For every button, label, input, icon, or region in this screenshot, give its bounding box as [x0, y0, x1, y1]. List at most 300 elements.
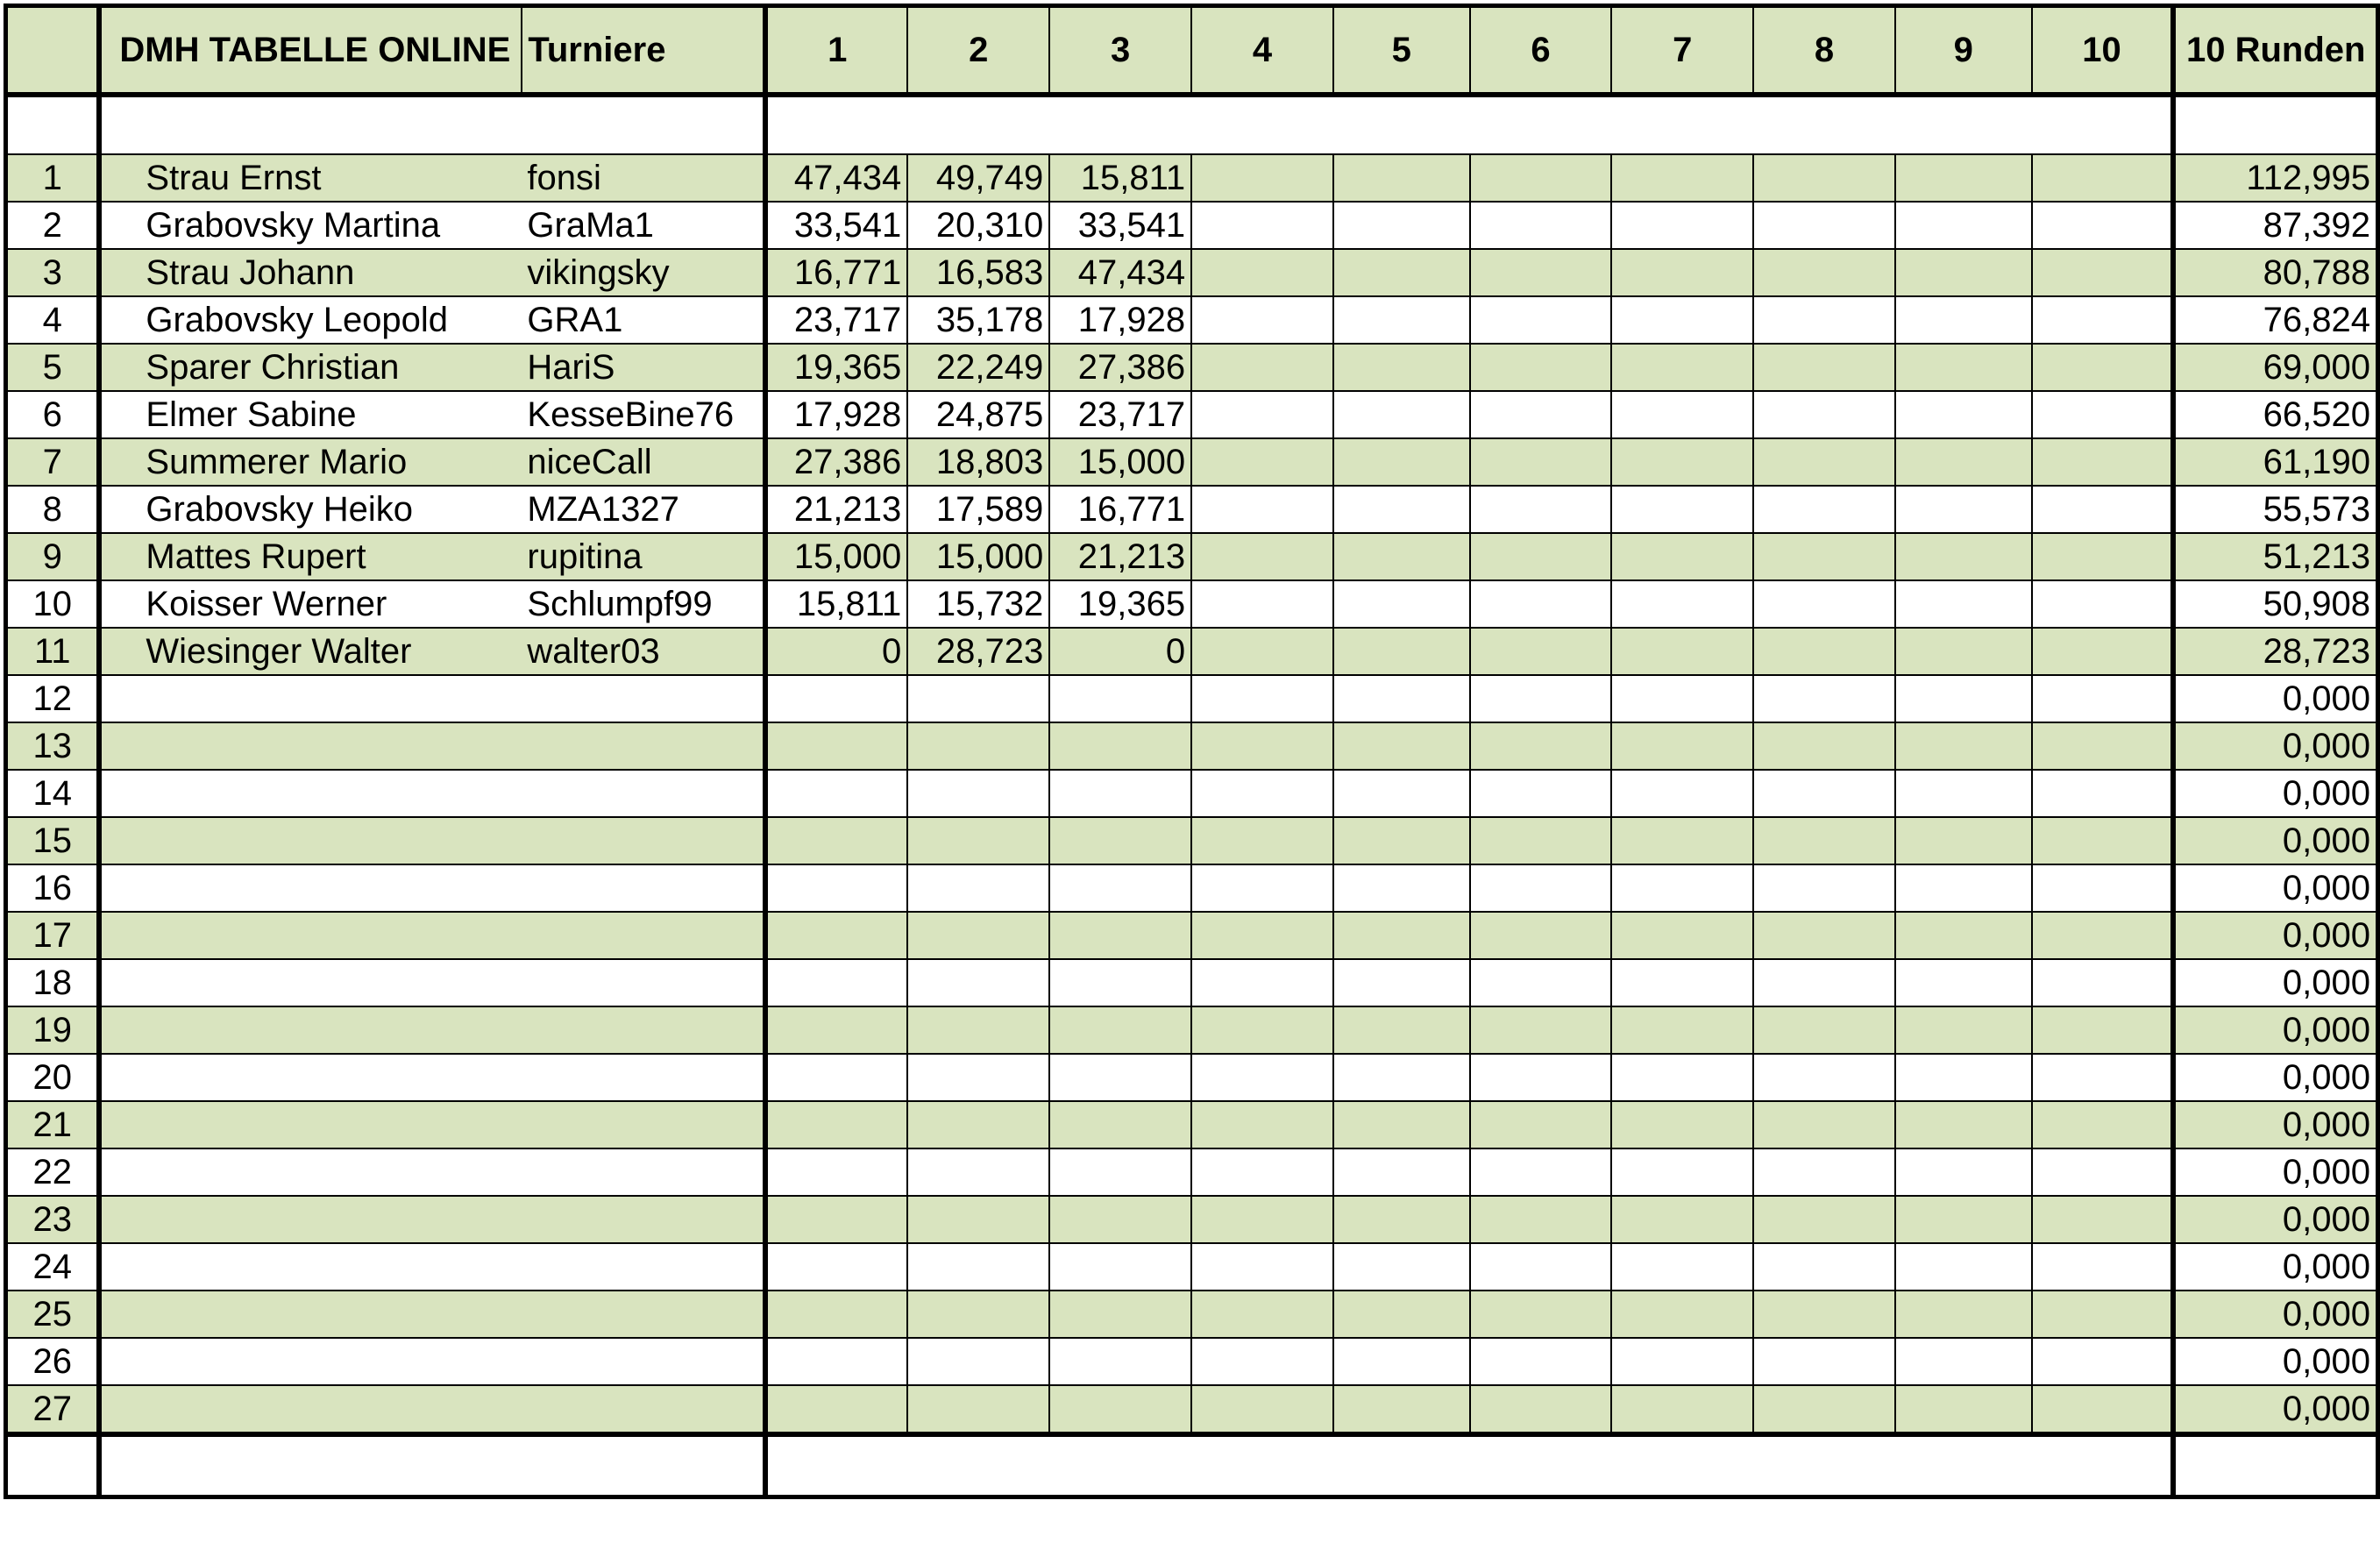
total-cell[interactable]: 0,000 — [2173, 1148, 2377, 1196]
round-1-cell[interactable]: 33,541 — [765, 202, 907, 249]
round-9-cell[interactable] — [1895, 580, 2032, 628]
round-3-cell[interactable] — [1049, 1006, 1191, 1054]
round-5-cell[interactable] — [1333, 1196, 1470, 1243]
round-1-cell[interactable] — [765, 817, 907, 864]
round-4-cell[interactable] — [1191, 391, 1333, 438]
round-7-cell[interactable] — [1611, 1385, 1753, 1434]
round-2-cell[interactable]: 24,875 — [907, 391, 1049, 438]
round-5-cell[interactable] — [1333, 344, 1470, 391]
round-1-cell[interactable] — [765, 770, 907, 817]
round-8-cell[interactable] — [1753, 959, 1895, 1006]
rank-cell[interactable]: 14 — [6, 770, 100, 817]
round-8-cell[interactable] — [1753, 296, 1895, 344]
total-cell[interactable]: 69,000 — [2173, 344, 2377, 391]
total-cell[interactable]: 55,573 — [2173, 486, 2377, 533]
round-10-cell[interactable] — [2032, 486, 2174, 533]
round-8-cell[interactable] — [1753, 344, 1895, 391]
round-8-cell[interactable] — [1753, 1006, 1895, 1054]
round-1-cell[interactable] — [765, 1148, 907, 1196]
player-name-cell[interactable] — [99, 722, 522, 770]
player-name-cell[interactable]: Strau Johann — [99, 249, 522, 296]
round-2-cell[interactable] — [907, 817, 1049, 864]
round-3-cell[interactable]: 15,000 — [1049, 438, 1191, 486]
player-nick-cell[interactable] — [522, 1054, 765, 1101]
round-2-cell[interactable] — [907, 1243, 1049, 1291]
round-1-cell[interactable] — [765, 864, 907, 912]
player-name-cell[interactable] — [99, 1148, 522, 1196]
round-3-cell[interactable]: 21,213 — [1049, 533, 1191, 580]
round-3-cell[interactable] — [1049, 1385, 1191, 1434]
round-5-cell[interactable] — [1333, 249, 1470, 296]
round-2-cell[interactable]: 16,583 — [907, 249, 1049, 296]
round-5-cell[interactable] — [1333, 770, 1470, 817]
round-10-cell[interactable] — [2032, 817, 2174, 864]
round-8-cell[interactable] — [1753, 202, 1895, 249]
round-7-cell[interactable] — [1611, 1243, 1753, 1291]
round-7-cell[interactable] — [1611, 1196, 1753, 1243]
total-cell[interactable]: 112,995 — [2173, 154, 2377, 202]
player-name-cell[interactable]: Summerer Mario — [99, 438, 522, 486]
player-nick-cell[interactable] — [522, 959, 765, 1006]
rank-cell[interactable]: 13 — [6, 722, 100, 770]
round-2-cell[interactable] — [907, 722, 1049, 770]
total-cell[interactable]: 0,000 — [2173, 959, 2377, 1006]
round-4-cell[interactable] — [1191, 154, 1333, 202]
round-4-cell[interactable] — [1191, 1196, 1333, 1243]
rank-cell[interactable]: 2 — [6, 202, 100, 249]
round-9-cell[interactable] — [1895, 1006, 2032, 1054]
round-1-cell[interactable]: 47,434 — [765, 154, 907, 202]
player-name-cell[interactable] — [99, 1338, 522, 1385]
round-5-cell[interactable] — [1333, 533, 1470, 580]
rank-cell[interactable]: 9 — [6, 533, 100, 580]
round-8-cell[interactable] — [1753, 580, 1895, 628]
rank-cell[interactable]: 19 — [6, 1006, 100, 1054]
round-8-cell[interactable] — [1753, 1101, 1895, 1148]
round-8-cell[interactable] — [1753, 1385, 1895, 1434]
round-6-cell[interactable] — [1470, 770, 1612, 817]
round-10-cell[interactable] — [2032, 391, 2174, 438]
round-6-cell[interactable] — [1470, 817, 1612, 864]
player-nick-cell[interactable] — [522, 864, 765, 912]
player-name-cell[interactable]: Koisser Werner — [99, 580, 522, 628]
total-cell[interactable]: 51,213 — [2173, 533, 2377, 580]
player-name-cell[interactable]: Grabovsky Heiko — [99, 486, 522, 533]
player-nick-cell[interactable]: walter03 — [522, 628, 765, 675]
round-9-cell[interactable] — [1895, 391, 2032, 438]
round-9-cell[interactable] — [1895, 438, 2032, 486]
round-5-cell[interactable] — [1333, 628, 1470, 675]
round-10-cell[interactable] — [2032, 1148, 2174, 1196]
round-3-cell[interactable]: 17,928 — [1049, 296, 1191, 344]
player-name-cell[interactable]: Grabovsky Leopold — [99, 296, 522, 344]
total-cell[interactable]: 50,908 — [2173, 580, 2377, 628]
player-name-cell[interactable]: Sparer Christian — [99, 344, 522, 391]
player-nick-cell[interactable]: HariS — [522, 344, 765, 391]
round-10-cell[interactable] — [2032, 864, 2174, 912]
round-1-cell[interactable] — [765, 1338, 907, 1385]
round-2-cell[interactable]: 15,732 — [907, 580, 1049, 628]
round-2-cell[interactable]: 17,589 — [907, 486, 1049, 533]
round-2-cell[interactable] — [907, 959, 1049, 1006]
total-cell[interactable]: 0,000 — [2173, 1291, 2377, 1338]
round-6-cell[interactable] — [1470, 722, 1612, 770]
round-6-cell[interactable] — [1470, 486, 1612, 533]
player-name-cell[interactable] — [99, 1006, 522, 1054]
round-10-cell[interactable] — [2032, 1196, 2174, 1243]
round-6-cell[interactable] — [1470, 154, 1612, 202]
total-cell[interactable]: 87,392 — [2173, 202, 2377, 249]
rank-cell[interactable]: 4 — [6, 296, 100, 344]
round-6-cell[interactable] — [1470, 296, 1612, 344]
total-cell[interactable]: 0,000 — [2173, 1385, 2377, 1434]
round-7-cell[interactable] — [1611, 722, 1753, 770]
round-8-cell[interactable] — [1753, 864, 1895, 912]
round-7-cell[interactable] — [1611, 154, 1753, 202]
player-name-cell[interactable] — [99, 864, 522, 912]
round-10-cell[interactable] — [2032, 202, 2174, 249]
round-9-cell[interactable] — [1895, 1291, 2032, 1338]
round-3-cell[interactable]: 27,386 — [1049, 344, 1191, 391]
player-nick-cell[interactable]: GRA1 — [522, 296, 765, 344]
round-7-cell[interactable] — [1611, 438, 1753, 486]
round-10-cell[interactable] — [2032, 1101, 2174, 1148]
rank-cell[interactable]: 20 — [6, 1054, 100, 1101]
player-nick-cell[interactable] — [522, 1291, 765, 1338]
player-name-cell[interactable] — [99, 1054, 522, 1101]
round-4-cell[interactable] — [1191, 959, 1333, 1006]
round-7-cell[interactable] — [1611, 628, 1753, 675]
round-3-cell[interactable] — [1049, 1338, 1191, 1385]
rank-cell[interactable]: 22 — [6, 1148, 100, 1196]
round-2-cell[interactable] — [907, 675, 1049, 722]
round-6-cell[interactable] — [1470, 438, 1612, 486]
round-6-cell[interactable] — [1470, 344, 1612, 391]
round-5-cell[interactable] — [1333, 1385, 1470, 1434]
round-5-cell[interactable] — [1333, 1148, 1470, 1196]
rank-cell[interactable]: 18 — [6, 959, 100, 1006]
total-cell[interactable]: 61,190 — [2173, 438, 2377, 486]
round-4-cell[interactable] — [1191, 1243, 1333, 1291]
round-4-cell[interactable] — [1191, 722, 1333, 770]
round-6-cell[interactable] — [1470, 202, 1612, 249]
round-4-cell[interactable] — [1191, 580, 1333, 628]
round-1-cell[interactable]: 23,717 — [765, 296, 907, 344]
round-7-cell[interactable] — [1611, 770, 1753, 817]
round-6-cell[interactable] — [1470, 675, 1612, 722]
round-1-cell[interactable] — [765, 1054, 907, 1101]
round-9-cell[interactable] — [1895, 675, 2032, 722]
round-5-cell[interactable] — [1333, 438, 1470, 486]
round-3-cell[interactable]: 19,365 — [1049, 580, 1191, 628]
round-4-cell[interactable] — [1191, 1148, 1333, 1196]
player-name-cell[interactable]: Elmer Sabine — [99, 391, 522, 438]
round-10-cell[interactable] — [2032, 296, 2174, 344]
round-2-cell[interactable]: 20,310 — [907, 202, 1049, 249]
round-4-cell[interactable] — [1191, 1006, 1333, 1054]
round-5-cell[interactable] — [1333, 864, 1470, 912]
total-cell[interactable]: 0,000 — [2173, 1101, 2377, 1148]
round-9-cell[interactable] — [1895, 1101, 2032, 1148]
round-9-cell[interactable] — [1895, 1148, 2032, 1196]
round-1-cell[interactable] — [765, 1006, 907, 1054]
rank-cell[interactable]: 10 — [6, 580, 100, 628]
round-5-cell[interactable] — [1333, 1006, 1470, 1054]
round-5-cell[interactable] — [1333, 675, 1470, 722]
round-3-cell[interactable] — [1049, 1101, 1191, 1148]
round-2-cell[interactable] — [907, 1338, 1049, 1385]
rank-cell[interactable]: 21 — [6, 1101, 100, 1148]
round-4-cell[interactable] — [1191, 533, 1333, 580]
rank-cell[interactable]: 26 — [6, 1338, 100, 1385]
round-4-cell[interactable] — [1191, 817, 1333, 864]
round-7-cell[interactable] — [1611, 1006, 1753, 1054]
rank-cell[interactable]: 6 — [6, 391, 100, 438]
round-8-cell[interactable] — [1753, 912, 1895, 959]
player-nick-cell[interactable]: rupitina — [522, 533, 765, 580]
round-8-cell[interactable] — [1753, 533, 1895, 580]
player-nick-cell[interactable] — [522, 1101, 765, 1148]
player-nick-cell[interactable] — [522, 1196, 765, 1243]
player-name-cell[interactable]: Mattes Rupert — [99, 533, 522, 580]
round-1-cell[interactable]: 27,386 — [765, 438, 907, 486]
round-4-cell[interactable] — [1191, 1054, 1333, 1101]
round-7-cell[interactable] — [1611, 959, 1753, 1006]
round-10-cell[interactable] — [2032, 628, 2174, 675]
round-10-cell[interactable] — [2032, 1006, 2174, 1054]
round-5-cell[interactable] — [1333, 296, 1470, 344]
total-cell[interactable]: 0,000 — [2173, 770, 2377, 817]
round-1-cell[interactable]: 21,213 — [765, 486, 907, 533]
round-6-cell[interactable] — [1470, 959, 1612, 1006]
round-5-cell[interactable] — [1333, 912, 1470, 959]
player-name-cell[interactable] — [99, 1196, 522, 1243]
round-4-cell[interactable] — [1191, 628, 1333, 675]
total-cell[interactable]: 0,000 — [2173, 722, 2377, 770]
total-cell[interactable]: 0,000 — [2173, 912, 2377, 959]
round-7-cell[interactable] — [1611, 864, 1753, 912]
player-nick-cell[interactable] — [522, 1243, 765, 1291]
rank-cell[interactable]: 16 — [6, 864, 100, 912]
rank-cell[interactable]: 11 — [6, 628, 100, 675]
player-nick-cell[interactable] — [522, 912, 765, 959]
rank-cell[interactable]: 25 — [6, 1291, 100, 1338]
round-4-cell[interactable] — [1191, 912, 1333, 959]
round-7-cell[interactable] — [1611, 296, 1753, 344]
round-6-cell[interactable] — [1470, 1196, 1612, 1243]
round-8-cell[interactable] — [1753, 1196, 1895, 1243]
round-8-cell[interactable] — [1753, 1338, 1895, 1385]
round-3-cell[interactable] — [1049, 1148, 1191, 1196]
round-3-cell[interactable] — [1049, 1243, 1191, 1291]
round-9-cell[interactable] — [1895, 202, 2032, 249]
round-9-cell[interactable] — [1895, 296, 2032, 344]
round-3-cell[interactable] — [1049, 770, 1191, 817]
rank-cell[interactable]: 1 — [6, 154, 100, 202]
round-5-cell[interactable] — [1333, 959, 1470, 1006]
round-10-cell[interactable] — [2032, 770, 2174, 817]
round-2-cell[interactable] — [907, 1291, 1049, 1338]
rank-cell[interactable]: 8 — [6, 486, 100, 533]
round-4-cell[interactable] — [1191, 675, 1333, 722]
round-2-cell[interactable] — [907, 1101, 1049, 1148]
round-1-cell[interactable]: 0 — [765, 628, 907, 675]
player-name-cell[interactable]: Grabovsky Martina — [99, 202, 522, 249]
round-2-cell[interactable] — [907, 1148, 1049, 1196]
round-5-cell[interactable] — [1333, 722, 1470, 770]
round-2-cell[interactable]: 22,249 — [907, 344, 1049, 391]
round-6-cell[interactable] — [1470, 1006, 1612, 1054]
round-9-cell[interactable] — [1895, 817, 2032, 864]
round-6-cell[interactable] — [1470, 1385, 1612, 1434]
round-6-cell[interactable] — [1470, 864, 1612, 912]
round-6-cell[interactable] — [1470, 1291, 1612, 1338]
rank-cell[interactable]: 12 — [6, 675, 100, 722]
round-6-cell[interactable] — [1470, 912, 1612, 959]
round-1-cell[interactable]: 15,000 — [765, 533, 907, 580]
round-3-cell[interactable]: 15,811 — [1049, 154, 1191, 202]
rank-cell[interactable]: 17 — [6, 912, 100, 959]
total-cell[interactable]: 76,824 — [2173, 296, 2377, 344]
round-2-cell[interactable] — [907, 1006, 1049, 1054]
round-4-cell[interactable] — [1191, 1101, 1333, 1148]
round-6-cell[interactable] — [1470, 580, 1612, 628]
round-6-cell[interactable] — [1470, 1148, 1612, 1196]
round-3-cell[interactable] — [1049, 959, 1191, 1006]
round-6-cell[interactable] — [1470, 1054, 1612, 1101]
round-2-cell[interactable] — [907, 864, 1049, 912]
player-nick-cell[interactable] — [522, 817, 765, 864]
round-10-cell[interactable] — [2032, 1338, 2174, 1385]
round-1-cell[interactable] — [765, 959, 907, 1006]
player-nick-cell[interactable] — [522, 1148, 765, 1196]
round-5-cell[interactable] — [1333, 1101, 1470, 1148]
player-name-cell[interactable] — [99, 959, 522, 1006]
round-8-cell[interactable] — [1753, 438, 1895, 486]
round-9-cell[interactable] — [1895, 722, 2032, 770]
player-nick-cell[interactable] — [522, 770, 765, 817]
total-cell[interactable]: 0,000 — [2173, 1196, 2377, 1243]
player-nick-cell[interactable]: vikingsky — [522, 249, 765, 296]
round-8-cell[interactable] — [1753, 722, 1895, 770]
round-4-cell[interactable] — [1191, 1338, 1333, 1385]
round-3-cell[interactable]: 16,771 — [1049, 486, 1191, 533]
round-3-cell[interactable] — [1049, 1196, 1191, 1243]
player-name-cell[interactable] — [99, 1101, 522, 1148]
player-name-cell[interactable] — [99, 817, 522, 864]
round-1-cell[interactable] — [765, 1385, 907, 1434]
round-7-cell[interactable] — [1611, 486, 1753, 533]
round-5-cell[interactable] — [1333, 817, 1470, 864]
rank-cell[interactable]: 27 — [6, 1385, 100, 1434]
round-4-cell[interactable] — [1191, 296, 1333, 344]
round-3-cell[interactable]: 33,541 — [1049, 202, 1191, 249]
round-1-cell[interactable] — [765, 722, 907, 770]
round-7-cell[interactable] — [1611, 817, 1753, 864]
round-7-cell[interactable] — [1611, 580, 1753, 628]
player-name-cell[interactable]: Wiesinger Walter — [99, 628, 522, 675]
round-4-cell[interactable] — [1191, 1291, 1333, 1338]
rank-cell[interactable]: 7 — [6, 438, 100, 486]
round-3-cell[interactable]: 23,717 — [1049, 391, 1191, 438]
player-nick-cell[interactable]: Schlumpf99 — [522, 580, 765, 628]
player-nick-cell[interactable] — [522, 1385, 765, 1434]
player-nick-cell[interactable]: GraMa1 — [522, 202, 765, 249]
round-10-cell[interactable] — [2032, 533, 2174, 580]
player-name-cell[interactable]: Strau Ernst — [99, 154, 522, 202]
round-5-cell[interactable] — [1333, 1291, 1470, 1338]
round-8-cell[interactable] — [1753, 817, 1895, 864]
player-nick-cell[interactable] — [522, 1338, 765, 1385]
round-4-cell[interactable] — [1191, 486, 1333, 533]
round-2-cell[interactable] — [907, 1196, 1049, 1243]
player-nick-cell[interactable] — [522, 722, 765, 770]
round-1-cell[interactable] — [765, 1291, 907, 1338]
round-6-cell[interactable] — [1470, 533, 1612, 580]
round-1-cell[interactable] — [765, 1101, 907, 1148]
round-9-cell[interactable] — [1895, 770, 2032, 817]
round-8-cell[interactable] — [1753, 1054, 1895, 1101]
round-3-cell[interactable]: 47,434 — [1049, 249, 1191, 296]
round-10-cell[interactable] — [2032, 344, 2174, 391]
round-7-cell[interactable] — [1611, 391, 1753, 438]
total-cell[interactable]: 0,000 — [2173, 817, 2377, 864]
round-3-cell[interactable] — [1049, 1291, 1191, 1338]
round-6-cell[interactable] — [1470, 628, 1612, 675]
round-9-cell[interactable] — [1895, 249, 2032, 296]
round-10-cell[interactable] — [2032, 249, 2174, 296]
player-name-cell[interactable] — [99, 1385, 522, 1434]
round-1-cell[interactable]: 15,811 — [765, 580, 907, 628]
round-7-cell[interactable] — [1611, 675, 1753, 722]
player-nick-cell[interactable]: KesseBine76 — [522, 391, 765, 438]
round-5-cell[interactable] — [1333, 580, 1470, 628]
round-8-cell[interactable] — [1753, 1291, 1895, 1338]
round-7-cell[interactable] — [1611, 1101, 1753, 1148]
round-8-cell[interactable] — [1753, 1148, 1895, 1196]
rank-cell[interactable]: 24 — [6, 1243, 100, 1291]
round-7-cell[interactable] — [1611, 249, 1753, 296]
round-10-cell[interactable] — [2032, 1243, 2174, 1291]
rank-cell[interactable]: 3 — [6, 249, 100, 296]
round-3-cell[interactable] — [1049, 817, 1191, 864]
round-4-cell[interactable] — [1191, 344, 1333, 391]
round-7-cell[interactable] — [1611, 344, 1753, 391]
player-name-cell[interactable] — [99, 1243, 522, 1291]
total-cell[interactable]: 0,000 — [2173, 1054, 2377, 1101]
total-cell[interactable]: 0,000 — [2173, 675, 2377, 722]
round-3-cell[interactable] — [1049, 1054, 1191, 1101]
total-cell[interactable]: 28,723 — [2173, 628, 2377, 675]
round-8-cell[interactable] — [1753, 675, 1895, 722]
round-3-cell[interactable] — [1049, 675, 1191, 722]
round-2-cell[interactable]: 28,723 — [907, 628, 1049, 675]
round-7-cell[interactable] — [1611, 1148, 1753, 1196]
total-cell[interactable]: 0,000 — [2173, 1006, 2377, 1054]
round-6-cell[interactable] — [1470, 391, 1612, 438]
total-cell[interactable]: 0,000 — [2173, 1243, 2377, 1291]
round-2-cell[interactable]: 18,803 — [907, 438, 1049, 486]
round-10-cell[interactable] — [2032, 959, 2174, 1006]
round-7-cell[interactable] — [1611, 533, 1753, 580]
rank-cell[interactable]: 23 — [6, 1196, 100, 1243]
round-3-cell[interactable] — [1049, 912, 1191, 959]
round-5-cell[interactable] — [1333, 1243, 1470, 1291]
round-10-cell[interactable] — [2032, 912, 2174, 959]
round-10-cell[interactable] — [2032, 1291, 2174, 1338]
rank-cell[interactable]: 5 — [6, 344, 100, 391]
round-9-cell[interactable] — [1895, 1338, 2032, 1385]
